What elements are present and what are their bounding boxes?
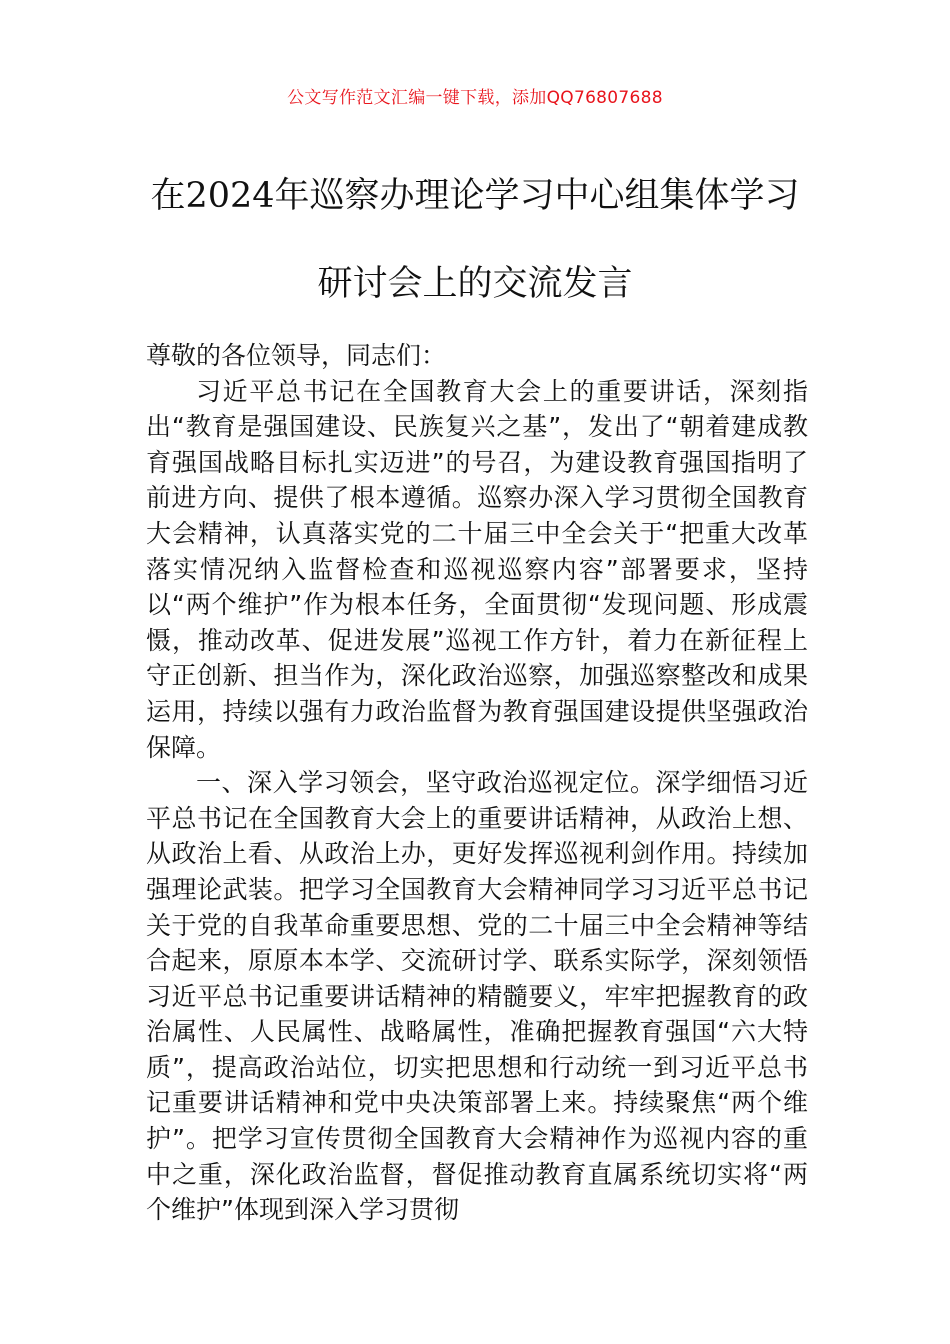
title-line-2: 研讨会上的交流发言 <box>317 264 633 304</box>
document-title <box>120 152 830 328</box>
salutation: 尊敬的各位领导，同志们： <box>146 341 447 370</box>
document-body <box>146 338 808 1228</box>
paragraph-intro: 习近平总书记在全国教育大会上的重要讲话，深刻指出“教育是强国建设、民族复兴之基”，发出了“朝着建成教育强国战略目标扎实迈进”的号召，为建设教育强国指明了前进方向、提供了根本遵循。巡察办深入学习贯彻全国教育大会精神，认真落实党的二十届三中全会关于“把重大改革落实情况纳入监督检查和巡视巡察内容”部署要求，坚持以“两个维护”作为根本任务，全面贯彻“发现问题、形成震慑，推动改革、促进发展”巡视工作方针，着力在新征程上守正创新、担当作为，深化政治巡察，加强巡察整改和成果运用，持续以强有力政治监督为教育强国建设提供坚强政治保障。 <box>146 376 808 762</box>
paragraph-section-one: 一、深入学习领会，坚守政治巡视定位。深学细悟习近平总书记在全国教育大会上的重要讲话精神，从政治上想、从政治上看、从政治上办，更好发挥巡视利剑作用。持续加强理论武装。把学习全国教育大会精神同学习习近平总书记关于党的自我革命重要思想、党的二十届三中全会精神等结合起来，原原本本学、交流研讨学、联系实际学，深刻领悟习近平总书记重要讲话精神的精髓要义，牢牢把握教育的政治属性、人民属性、战略属性，准确把握教育强国“六大特质”，提高政治站位，切实把思想和行动统一到习近平总书记重要讲话精神和党中央决策部署上来。持续聚焦“两个维护”。把学习宣传贯彻全国教育大会精神作为巡视内容的重中之重，深化政治监督，督促推动教育直属系统切实将“两个维护”体现到深入学习贯彻 <box>146 768 808 1225</box>
watermark-banner[interactable]: 公文写作范文汇编一键下载，添加QQ76807688 <box>287 88 663 108</box>
title-line-1: 在2024年巡察办理论学习中心组集体学习 <box>150 176 800 216</box>
